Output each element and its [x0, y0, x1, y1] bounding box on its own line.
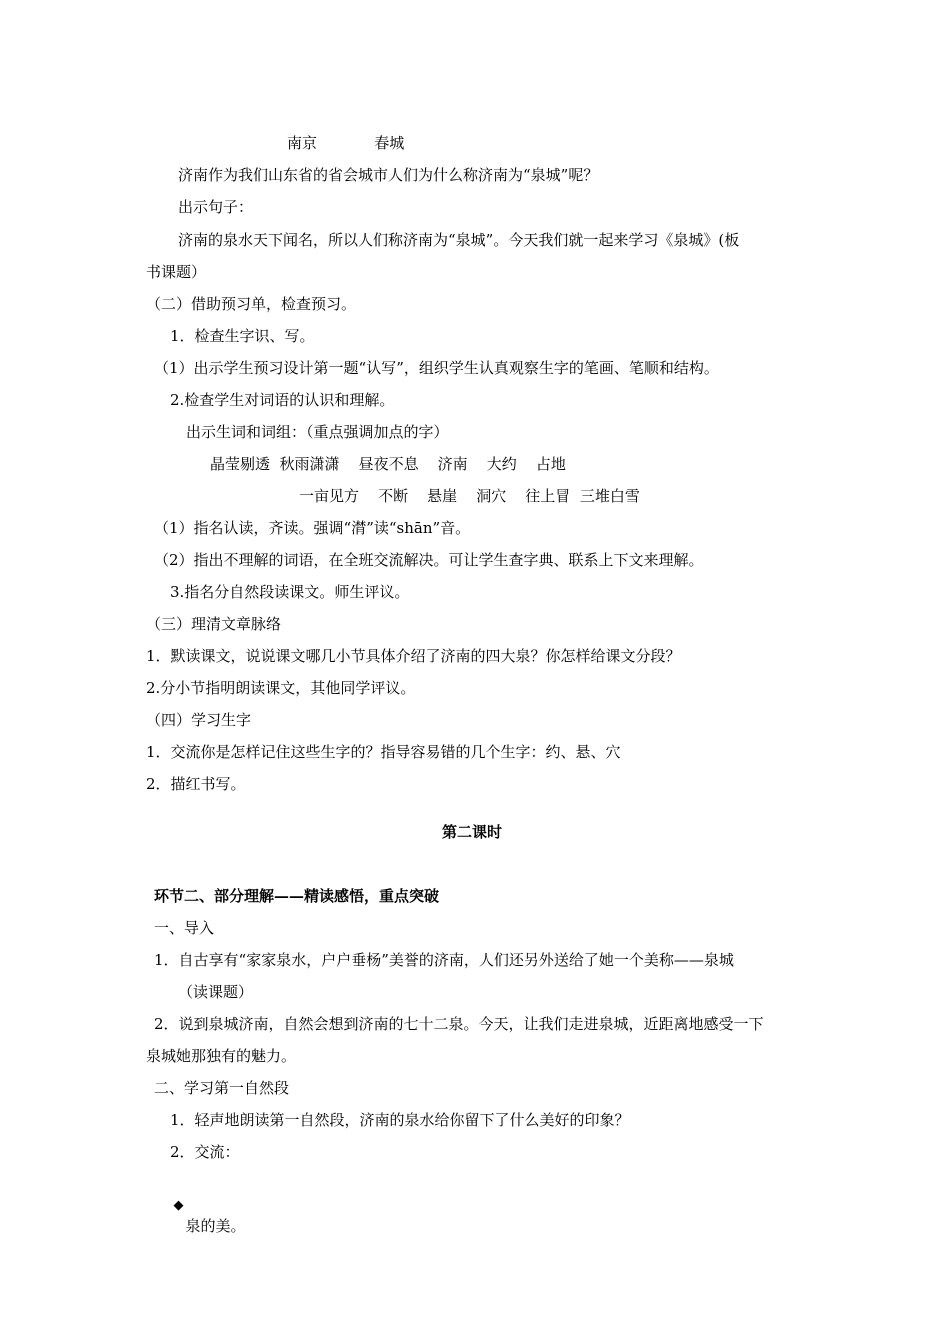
text-line: 出示生词和词组：（重点强调加点的字） — [186, 423, 449, 441]
text-line: （2）指出不理解的词语，在全班交流解决。可让学生查字典、联系上下文来理解。 — [154, 551, 704, 569]
text-line: （1）出示学生预习设计第一题“认写”，组织学生认真观察生字的笔画、笔顺和结构。 — [154, 359, 719, 377]
text-line: 2．交流： — [170, 1143, 240, 1161]
text-line: 1．轻声地朗读第一自然段，济南的泉水给你留下了什么美好的印象？ — [170, 1111, 630, 1129]
text-line: 2.分小节指明朗读课文，其他同学评议。 — [146, 679, 416, 697]
text-line: （读课题） — [178, 983, 254, 1001]
section-heading-3: （三）理清文章脉络 — [146, 615, 282, 633]
text-line: 3.指名分自然段读课文。师生评议。 — [170, 583, 410, 601]
text-line-question: 济南作为我们山东省的省会城市人们为什么称济南为“泉城”呢？ — [178, 166, 599, 184]
text-line: 2.检查学生对词语的认识和理解。 — [170, 391, 395, 409]
section-heading-paragraph-1: 二、学习第一自然段 — [154, 1079, 290, 1097]
text-line-sentence-cont: 书课题） — [146, 263, 207, 281]
section-heading-4: （四）学习生字 — [146, 711, 252, 729]
text-line: 1．检查生字识、写。 — [170, 327, 315, 345]
stage-heading: 环节二、部分理解——精读感悟，重点突破 — [154, 887, 440, 905]
text-line: 1．默读课文，说说课文哪几小节具体介绍了济南的四大泉？你怎样给课文分段？ — [146, 647, 681, 665]
text-line: 2．说到泉城济南，自然会想到济南的七十二泉。今天，让我们走进泉城，近距离地感受一下 — [154, 1015, 764, 1033]
text-line-show-sentence: 出示句子： — [178, 198, 254, 216]
text-line: 1．自古享有“家家泉水，户户垂杨”美誉的济南，人们还另外送给了她一个美称——泉城 — [154, 951, 734, 969]
vocabulary-row-2: 一亩见方 不断 悬崖 洞穴 往上冒 三堆白雪 — [299, 487, 640, 505]
text-line: 2．描红书写。 — [146, 775, 246, 793]
section-heading-2: （二）借助预习单，检查预习。 — [146, 295, 357, 313]
text-line: （1）指名认读，齐读。强调“潸”读“shān”音。 — [154, 519, 471, 537]
text-line: 泉城她那独有的魅力。 — [146, 1047, 297, 1065]
text-line-sentence: 济南的泉水天下闻名，所以人们称济南为“泉城”。今天我们就一起来学习《泉城》(板 — [178, 231, 740, 249]
section-heading-intro: 一、导入 — [154, 919, 215, 937]
text-line-nanjing-chuncheng: 南京 春城 — [287, 134, 405, 152]
text-line: 1．交流你是怎样记住这些生字的？指导容易错的几个生字：约、悬、穴 — [146, 743, 621, 761]
bullet-item — [164, 1174, 246, 1236]
bullet-text: 泉的美。 — [185, 1217, 246, 1235]
vocabulary-row-1: 晶莹剔透 秋雨潇潇 昼夜不息 济南 大约 占地 — [210, 455, 566, 473]
lesson-title-second-period: 第二课时 — [442, 823, 503, 841]
diamond-bullet-icon: ◆ — [173, 1198, 184, 1213]
